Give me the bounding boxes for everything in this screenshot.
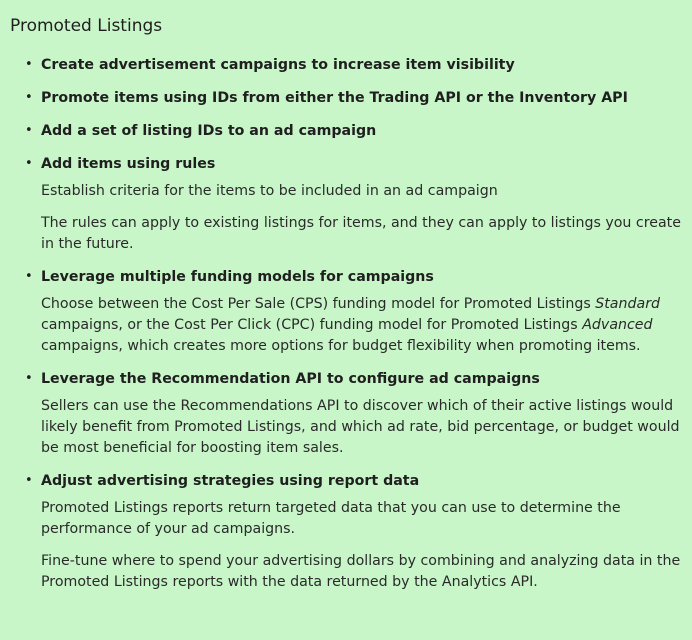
item-heading: • Add items using rules	[41, 156, 216, 172]
item-heading: • Create advertisement campaigns to increase item visibility	[41, 57, 515, 73]
list-item	[41, 266, 682, 357]
list-item	[41, 87, 682, 109]
item-heading: • Leverage the Recommendation API to configure ad campaigns	[41, 371, 540, 387]
item-description: Establish criteria for the items to be included in an ad campaign	[41, 183, 498, 199]
item-description	[41, 294, 682, 357]
list-item	[41, 120, 682, 142]
list-item	[41, 54, 682, 76]
item-description: Fine-tune where to spend your advertising dollars by combining and analyzing data in the Promoted Listings reports with the data returned by the Analytics API.	[41, 553, 681, 590]
section-title: Promoted Listings	[10, 16, 163, 36]
item-heading: • Add a set of listing IDs to an ad campaign	[41, 123, 377, 139]
emphasis-advanced: Advanced	[582, 317, 653, 333]
list-item	[41, 470, 682, 593]
description-text: campaigns, which creates more options for budget flexibility when promoting items.	[41, 338, 641, 354]
item-heading: • Adjust advertising strategies using report data	[41, 473, 420, 489]
item-description: Sellers can use the Recommendations API to discover which of their active listings would likely benefit from Promoted Listings, and which ad rate, bid percentage, or budget would be most beneficial for boosting item sales.	[41, 398, 680, 456]
item-description: Promoted Listings reports return targeted data that you can use to determine the performance of your ad campaigns.	[41, 500, 621, 537]
item-heading: • Promote items using IDs from either the Trading API or the Inventory API	[41, 90, 628, 106]
description-text: campaigns, or the Cost Per Click (CPC) funding model for Promoted Listings	[41, 317, 583, 333]
list-item	[41, 153, 682, 255]
emphasis-standard: Standard	[595, 296, 661, 312]
item-heading: • Leverage multiple funding models for campaigns	[41, 269, 434, 285]
item-description: The rules can apply to existing listings for items, and they can apply to listings you create in the future.	[41, 215, 681, 252]
description-text: Choose between the Cost Per Sale (CPS) funding model for Promoted Listings	[41, 296, 596, 312]
list-item	[41, 368, 682, 459]
feature-list	[10, 54, 682, 593]
